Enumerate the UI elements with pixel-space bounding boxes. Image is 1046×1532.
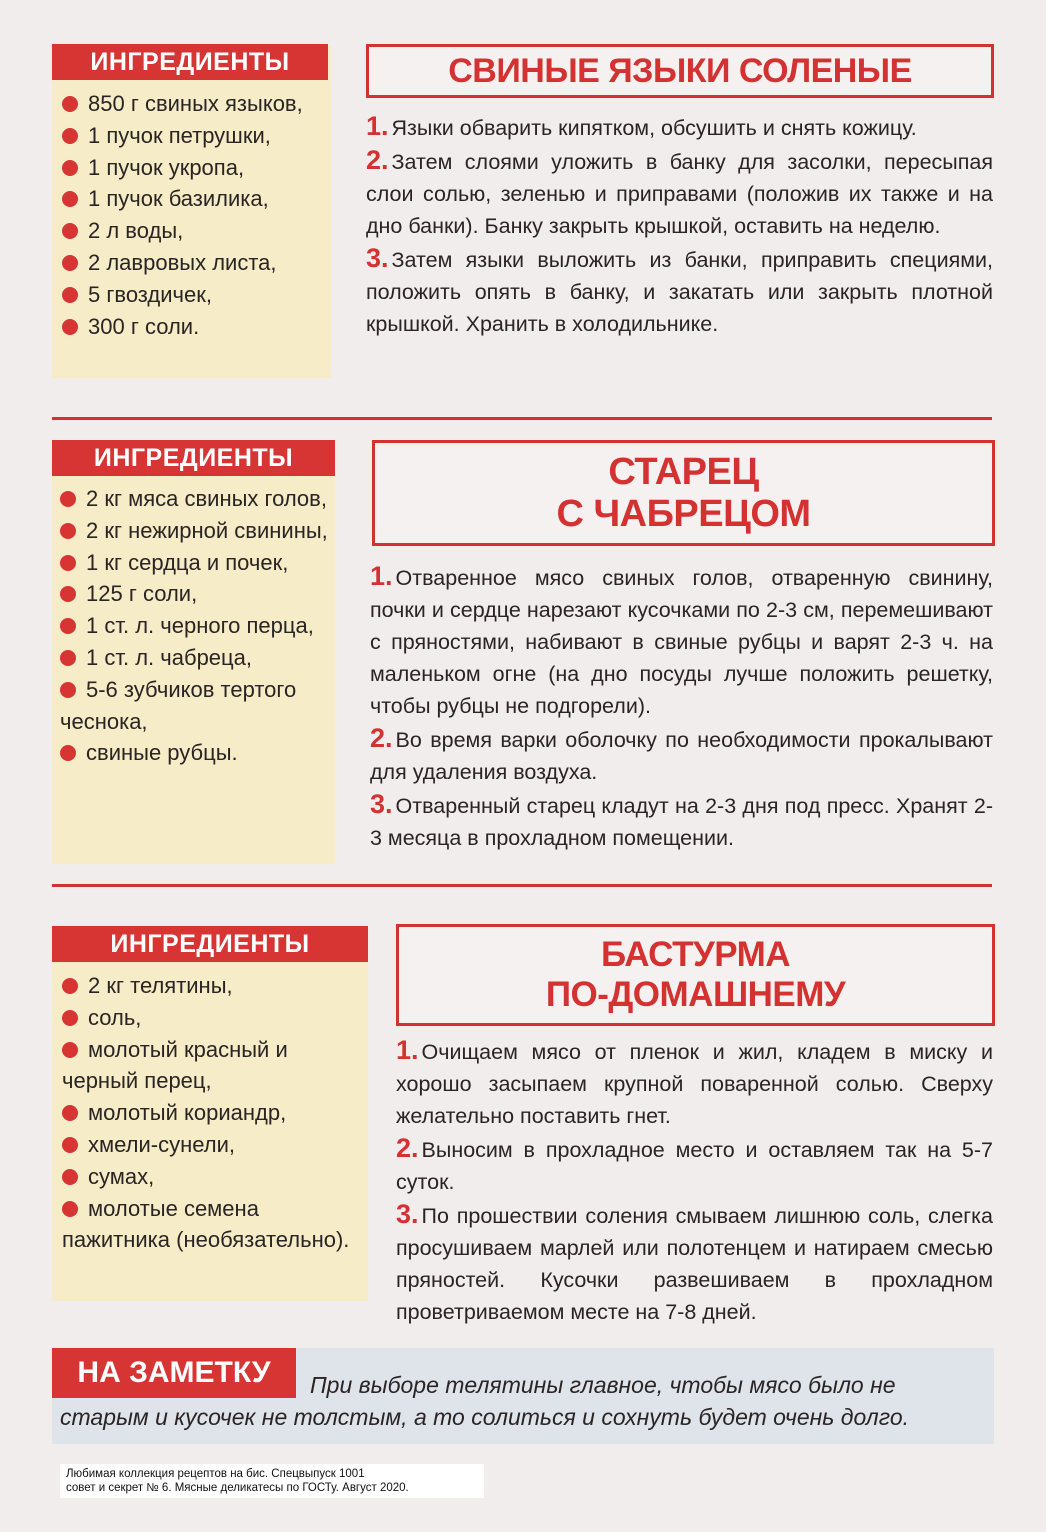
bullet-icon <box>60 618 76 634</box>
bullet-icon <box>62 191 78 207</box>
credit-line-1: Любимая коллекция рецептов на бис. Спецвыпуск 1001 <box>66 1468 365 1480</box>
ingredients-list <box>60 483 335 769</box>
bullet-icon <box>60 491 76 507</box>
ingredient-item: 2 лавровых листа, <box>62 247 324 279</box>
recipe-steps <box>366 110 993 340</box>
bullet-icon <box>60 650 76 666</box>
recipe-title <box>396 924 995 1026</box>
ingredients-list <box>62 970 362 1256</box>
step-1: 1. Очищаем мясо от пленок и жил, кладем в миску и хорошо засыпаем крупной поваренной солью. Сверху желательно поставить гнет. <box>396 1035 993 1128</box>
step-2: 2. Выносим в прохладное место и оставляем так на 5-7 суток. <box>396 1133 993 1194</box>
ingredient-item: хмели-сунели, <box>62 1129 362 1161</box>
bullet-icon <box>62 1010 78 1026</box>
ingredient-item: 1 кг сердца и почек, <box>60 547 335 579</box>
bullet-icon <box>62 96 78 112</box>
step-3: 3. Затем языки выложить из банки, приправить специями, положить опять в банку, и закатать или закрыть плотной крышкой. Хранить в холодильнике. <box>366 243 993 336</box>
bullet-icon <box>62 1169 78 1185</box>
ingredient-item: 850 г свиных языков, <box>62 88 324 120</box>
ingredient-item: 2 л воды, <box>62 215 324 247</box>
recipe-title-line: БАСТУРМА <box>600 935 791 974</box>
bullet-icon <box>62 319 78 335</box>
note-text: При выборе телятины главное, чтобы мясо было не старым и кусочек не толстым, а то солиться и сохнуть будет очень долго. <box>60 1372 910 1430</box>
ingredient-item: 125 г соли, <box>60 578 335 610</box>
bullet-icon <box>60 555 76 571</box>
step-1: 1. Отваренное мясо свиных голов, отваренную свинину, почки и сердце нарезают кусочками по 2-3 см, перемешивают с пряностями, набивают в свиные рубцы и варят 2-3 ч. на маленьком огне (на дно посуды лучше положить решетку, чтобы рубцы не подгорели). <box>370 561 993 718</box>
ingredients-title: ИНГРЕДИЕНТЫ <box>52 44 328 80</box>
ingredient-item: 2 кг нежирной свинины, <box>60 515 335 547</box>
ingredient-item: 300 г соли. <box>62 311 324 343</box>
ingredient-item: молотый кориандр, <box>62 1097 362 1129</box>
bullet-icon <box>62 1105 78 1121</box>
bullet-icon <box>60 745 76 761</box>
section-divider <box>52 884 992 887</box>
ingredient-item: 1 ст. л. чабреца, <box>60 642 335 674</box>
ingredient-item: молотые семена пажитника (необязательно). <box>62 1195 350 1253</box>
ingredient-item: 5-6 зубчиков тертого чеснока, <box>60 676 297 734</box>
ingredients-title: ИНГРЕДИЕНТЫ <box>52 440 335 476</box>
ingredient-item: 2 кг телятины, <box>62 970 362 1002</box>
step-3: 3. Отваренный старец кладут на 2-3 дня под пресс. Хранят 2-3 месяца в прохладном помещении. <box>370 789 993 850</box>
bullet-icon <box>62 128 78 144</box>
bullet-icon <box>62 1137 78 1153</box>
bullet-icon <box>62 1042 78 1058</box>
recipe-title-line: ПО-ДОМАШНЕМУ <box>545 975 846 1014</box>
credit-line-2: совет и секрет № 6. Мясные деликатесы по ГОСТу. Август 2020. <box>66 1482 409 1494</box>
ingredient-item: 5 гвоздичек, <box>62 279 324 311</box>
recipe-title <box>372 440 995 546</box>
recipe-title <box>366 44 994 98</box>
bullet-icon <box>62 978 78 994</box>
ingredient-item: 1 пучок укропа, <box>62 152 324 184</box>
bullet-icon <box>62 223 78 239</box>
ingredient-item: свиные рубцы. <box>60 737 335 769</box>
bullet-icon <box>60 586 76 602</box>
recipe-steps <box>396 1034 993 1328</box>
bullet-icon <box>62 287 78 303</box>
recipe-title-line: СВИНЫЕ ЯЗЫКИ СОЛЕНЫЕ <box>448 52 912 90</box>
publication-credit <box>60 1464 484 1498</box>
bullet-icon <box>60 682 76 698</box>
ingredient-item: молотый красный и черный перец, <box>62 1036 288 1094</box>
ingredient-item: 1 пучок базилика, <box>62 183 324 215</box>
recipe-title-line: С ЧАБРЕЦОМ <box>556 493 811 535</box>
ingredient-item: соль, <box>62 1002 362 1034</box>
bullet-icon <box>62 255 78 271</box>
step-1: 1. Языки обварить кипятком, обсушить и снять кожицу. <box>366 111 917 141</box>
ingredient-item: 1 ст. л. черного перца, <box>60 610 335 642</box>
step-2: 2. Во время варки оболочку по необходимости прокалывают для удаления воздуха. <box>370 723 993 784</box>
bullet-icon <box>62 1201 78 1217</box>
recipe-steps <box>370 560 993 854</box>
ingredients-list <box>62 88 324 342</box>
ingredient-item: 2 кг мяса свиных голов, <box>60 483 335 515</box>
ingredient-item: сумах, <box>62 1161 362 1193</box>
section-divider <box>52 417 992 420</box>
ingredients-title: ИНГРЕДИЕНТЫ <box>52 926 368 962</box>
bullet-icon <box>60 523 76 539</box>
note-label: НА ЗАМЕТКУ <box>52 1348 296 1398</box>
step-3: 3. По прошествии соления смываем лишнюю соль, слегка просушиваем марлей или полотенцем и натираем смесью пряностей. Кусочки развешиваем в прохладном проветриваемом месте на 7-8 дней. <box>396 1199 993 1324</box>
ingredient-item: 1 пучок петрушки, <box>62 120 324 152</box>
recipe-title-line: СТАРЕЦ <box>608 451 759 493</box>
step-2: 2. Затем слоями уложить в банку для засолки, пересыпая слои солью, зеленью и приправами (положив их также и на дно банки). Банку закрыть крышкой, оставить на неделю. <box>366 145 993 238</box>
bullet-icon <box>62 160 78 176</box>
